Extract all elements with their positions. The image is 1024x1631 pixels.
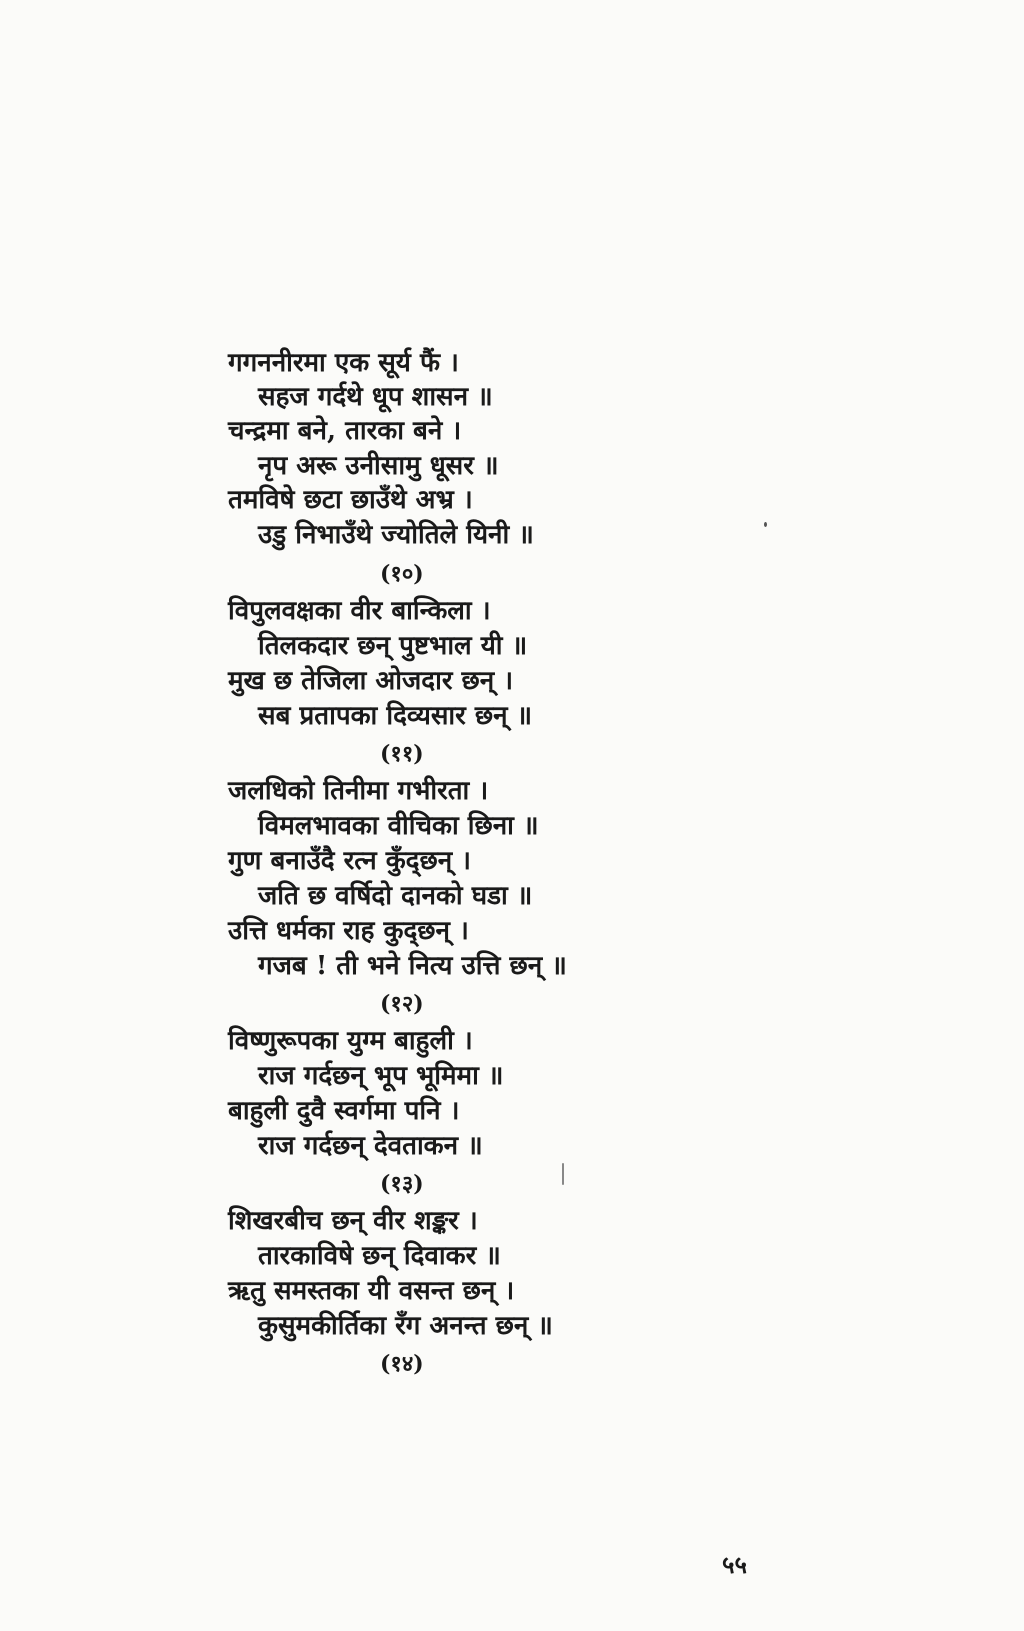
verse-line: गजब ! ती भने नित्य उत्ति छन् ॥ — [258, 951, 567, 981]
verse-line: चन्द्रमा बने, तारका बने । — [228, 416, 462, 446]
stanza-number: (१२) — [380, 991, 424, 1017]
verse-line: विपुलवक्षका वीर बान्किला । — [228, 596, 491, 626]
verse-line: सहज गर्दथे धूप शासन ॥ — [258, 382, 493, 412]
verse-line: राज गर्दछन् भूप भूमिमा ॥ — [258, 1061, 504, 1091]
verse-line: गुण बनाउँदै रत्न कुँद्छन् । — [228, 846, 472, 876]
verse-line: तिलकदार छन् पुष्टभाल यी ॥ — [258, 631, 528, 661]
verse-line: तारकाविषे छन् दिवाकर ॥ — [258, 1241, 501, 1271]
scan-speck — [764, 522, 767, 527]
verse-line: विमलभावका वीचिका छिना ॥ — [258, 811, 539, 841]
verse-line: उडु निभाउँथे ज्योतिले यिनी ॥ — [258, 520, 534, 550]
verse-line: मुख छ तेजिला ओजदार छन् । — [228, 666, 514, 696]
verse-line: शिखरबीच छन् वीर शङ्कर । — [228, 1206, 478, 1236]
stanza-number: (१०) — [380, 561, 424, 587]
stanza-number: (१४) — [380, 1351, 424, 1377]
verse-line: जलधिको तिनीमा गभीरता । — [228, 776, 489, 806]
verse-line: सब प्रतापका दिव्यसार छन् ॥ — [258, 701, 533, 731]
verse-line: ऋतु समस्तका यी वसन्त छन् । — [228, 1276, 515, 1306]
verse-line: नृप अरू उनीसामु धूसर ॥ — [258, 451, 499, 481]
verse-line: कुसुमकीर्तिका रँग अनन्त छन् ॥ — [258, 1311, 553, 1341]
verse-line: बाहुली दुवै स्वर्गमा पनि । — [228, 1096, 460, 1126]
scan-speck — [562, 1163, 564, 1185]
page-number: ५५ — [722, 1550, 747, 1579]
verse-line: गगननीरमा एक सूर्य फैं । — [228, 348, 459, 378]
stanza-number: (१३) — [380, 1171, 424, 1197]
verse-line: राज गर्दछन् देवताकन ॥ — [258, 1131, 483, 1161]
verse-line: विष्णुरूपका युग्म बाहुली । — [228, 1026, 473, 1056]
verse-line: तमविषे छटा छाउँथे अभ्र । — [228, 485, 473, 515]
stanza-number: (११) — [380, 741, 424, 767]
verse-line: जति छ वर्षिदो दानको घडा ॥ — [258, 881, 533, 911]
verse-line: उत्ति धर्मका राह कुद्छन् । — [228, 916, 469, 946]
